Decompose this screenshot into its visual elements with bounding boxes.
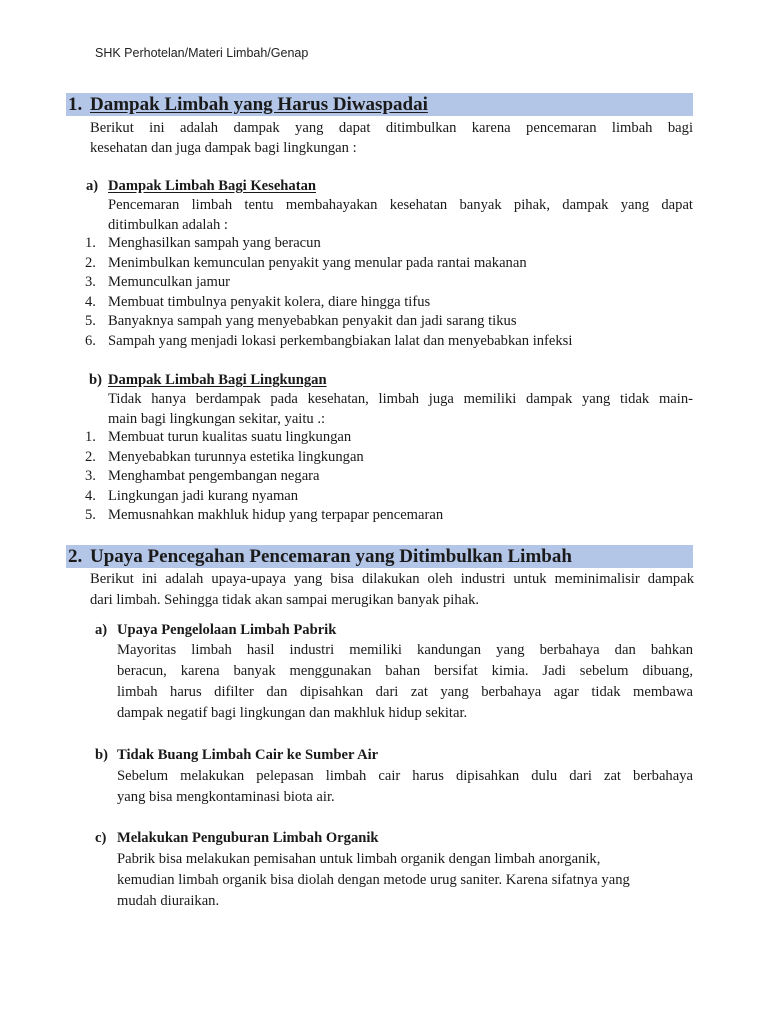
list-item: [85, 448, 695, 468]
subsection-1b-title: Dampak Limbah Bagi Lingkungan: [108, 372, 327, 388]
section-1-number: 1.: [68, 94, 83, 115]
list-item-text: Membuat turun kualitas suatu lingkungan: [108, 429, 352, 445]
list-item: [85, 428, 695, 448]
subsection-2a-line-2: beracun, karena banyak menggunakan bahan bersifat kimia. Jadi sebelum dibuang,: [117, 663, 693, 679]
list-item: [85, 487, 695, 507]
subsection-2b-line-1: Sebelum melakukan pelepasan limbah cair harus dipisahkan dulu dari zat berbahaya: [117, 768, 693, 784]
subsection-1a-intro: [108, 196, 693, 235]
list-item: [85, 332, 695, 352]
subsection-2a-letter: a): [95, 622, 108, 638]
subsection-2a-line-3: limbah harus difilter dan dipisahkan dari zat yang berbahaya agar tidak membawa: [117, 684, 693, 700]
section-1-intro-line-2: kesehatan dan juga dampak bagi lingkungan :: [90, 139, 357, 156]
list-item-text: Membuat timbulnya penyakit kolera, diare hingga tifus: [108, 293, 431, 310]
section-2-number: 2.: [68, 546, 83, 567]
list-item-number: 2.: [85, 448, 96, 465]
subsection-1b-intro: [108, 390, 693, 429]
subsection-1b-intro-line-2: main bagi lingkungan sekitar, yaitu .:: [108, 410, 326, 427]
subsection-1a-intro-line-1: Pencemaran limbah tentu membahayakan kesehatan banyak pihak, dampak yang dapat: [108, 197, 693, 213]
section-2-intro-line-1: Berikut ini adalah upaya-upaya yang bisa dilakukan oleh industri untuk meminimalisir dampak: [90, 571, 694, 587]
subsection-2c-letter: c): [95, 830, 107, 846]
list-item-number: 6.: [85, 332, 96, 349]
subsection-1a-list: [85, 234, 695, 351]
list-item: [85, 293, 695, 313]
subsection-1b-heading: [89, 371, 689, 391]
subsection-2b-letter: b): [95, 747, 108, 763]
section-2-title: Upaya Pencegahan Pencemaran yang Ditimbulkan Limbah: [90, 546, 572, 567]
subsection-2c-line-3: mudah diuraikan.: [117, 893, 220, 909]
subsection-1a-intro-line-2: ditimbulkan adalah :: [108, 216, 228, 233]
subsection-1a-heading: [86, 177, 686, 197]
list-item: [85, 254, 695, 274]
list-item: [85, 273, 695, 293]
list-item-text: Menghasilkan sampah yang beracun: [108, 235, 321, 251]
subsection-2b-line-2: yang bisa mengkontaminasi biota air.: [117, 789, 335, 805]
list-item-text: Memunculkan jamur: [108, 274, 230, 290]
subsection-2c-line-1: Pabrik bisa melakukan pemisahan untuk limbah organik dengan limbah anorganik,: [117, 851, 601, 867]
subsection-2c-body: [117, 849, 693, 912]
subsection-2b-heading: [95, 746, 595, 766]
subsection-2a-line-4: dampak negatif bagi lingkungan dan makhluk hidup sekitar.: [117, 705, 468, 721]
list-item: [85, 312, 695, 332]
list-item-text: Sampah yang menjadi lokasi perkembangbiakan lalat dan menyebabkan infeksi: [108, 332, 573, 349]
list-item-number: 5.: [85, 313, 96, 329]
subsection-2c-line-2: kemudian limbah organik bisa diolah dengan metode urug saniter. Karena sifatnya yang: [117, 872, 630, 888]
subsection-2c-title: Melakukan Penguburan Limbah Organik: [117, 830, 379, 846]
list-item-number: 1.: [85, 235, 96, 251]
subsection-2a-line-1: Mayoritas limbah hasil industri memiliki kandungan yang berbahaya dan bahkan: [117, 642, 693, 658]
subsection-1b-intro-line-1: Tidak hanya berdampak pada kesehatan, limbah juga memiliki dampak yang tidak main-: [108, 391, 693, 407]
list-item-text: Menyebabkan turunnya estetika lingkungan: [108, 448, 364, 465]
subsection-2b-title: Tidak Buang Limbah Cair ke Sumber Air: [117, 747, 379, 763]
subsection-2c-heading: [95, 829, 595, 849]
list-item-number: 3.: [85, 274, 96, 290]
list-item-number: 4.: [85, 487, 96, 504]
page-header: SHK Perhotelan/Materi Limbah/Genap: [95, 46, 309, 60]
list-item-number: 3.: [85, 468, 96, 484]
subsection-1a-letter: a): [86, 178, 99, 194]
list-item: [85, 234, 695, 254]
section-2-intro: [90, 569, 694, 611]
subsection-2a-title: Upaya Pengelolaan Limbah Pabrik: [117, 622, 337, 638]
subsection-2b-body: [117, 766, 693, 808]
subsection-2a-body: [117, 640, 693, 724]
section-2-heading: [66, 545, 693, 568]
subsection-1a-title: Dampak Limbah Bagi Kesehatan: [108, 178, 316, 194]
section-2-intro-line-2: dari limbah. Sehingga tidak akan sampai merugikan banyak pihak.: [90, 592, 480, 608]
list-item: [85, 467, 695, 487]
list-item-number: 4.: [85, 293, 96, 310]
list-item-number: 1.: [85, 429, 96, 445]
subsection-2a-heading: [95, 621, 595, 641]
section-1-title: Dampak Limbah yang Harus Diwaspadai: [90, 94, 428, 115]
list-item-number: 2.: [85, 254, 96, 271]
list-item-text: Menghambat pengembangan negara: [108, 468, 320, 484]
list-item-text: Banyaknya sampah yang menyebabkan penyakit dan jadi sarang tikus: [108, 313, 517, 329]
list-item-text: Menimbulkan kemunculan penyakit yang menular pada rantai makanan: [108, 254, 527, 271]
subsection-1b-list: [85, 428, 695, 526]
subsection-1b-letter: b): [89, 372, 102, 388]
list-item-number: 5.: [85, 507, 96, 523]
list-item-text: Memusnahkan makhluk hidup yang terpapar pencemaran: [108, 507, 444, 523]
section-1-intro-line-1: Berikut ini adalah dampak yang dapat ditimbulkan karena pencemaran limbah bagi: [90, 120, 693, 136]
section-1-intro: [90, 119, 693, 158]
section-1-heading: [66, 93, 693, 116]
list-item-text: Lingkungan jadi kurang nyaman: [108, 487, 299, 504]
list-item: [85, 506, 695, 526]
